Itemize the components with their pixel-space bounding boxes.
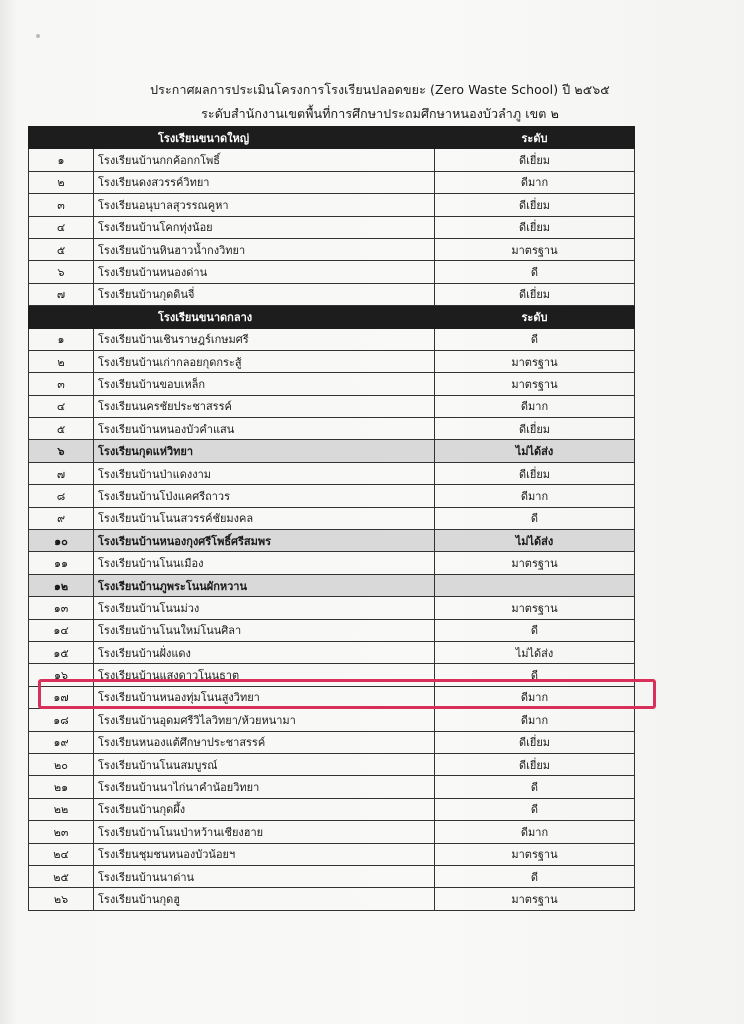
row-number: ๗ [29,283,94,305]
evaluation-level: ดี [435,798,635,820]
table-row [29,418,635,440]
document-subtitle: ระดับสำนักงานเขตพื้นที่การศึกษาประถมศึกษาหนองบัวลำภู เขต ๒ [201,106,559,121]
evaluation-level: ดีเยี่ยม [435,753,635,775]
table-row [29,507,635,529]
table-row [29,530,635,552]
table-row [29,709,635,731]
school-name: โรงเรียนบ้านกุดดินจี่ [94,283,435,305]
school-name: โรงเรียนบ้านขอบเหล็ก [94,373,435,395]
evaluation-level: ดี [435,619,635,641]
school-name: โรงเรียนบ้านนาไก่นาคำน้อยวิทยา [94,776,435,798]
school-name: โรงเรียนบ้านโนนสวรรค์ชัยมงคล [94,507,435,529]
school-name: โรงเรียนบ้านกกค้อกกโพธิ์ [94,149,435,171]
row-number: ๒ [29,171,94,193]
row-number: ๙ [29,507,94,529]
row-number: ๒๕ [29,865,94,887]
school-name: โรงเรียนบ้านโนนใหม่โนนศิลา [94,619,435,641]
evaluation-level: ดี [435,664,635,686]
row-number: ๑ [29,149,94,171]
row-number: ๓ [29,373,94,395]
evaluation-level: ไม่ได้ส่ง [435,530,635,552]
table-row [29,619,635,641]
row-number: ๑๐ [29,530,94,552]
row-number: ๒ [29,350,94,372]
evaluation-level: ดีเยี่ยม [435,731,635,753]
evaluation-level: มาตรฐาน [435,350,635,372]
row-number: ๖ [29,261,94,283]
evaluation-level: มาตรฐาน [435,373,635,395]
school-name: โรงเรียนบ้านหนองทุ่มโนนสูงวิทยา [94,686,435,708]
row-number: ๑๒ [29,574,94,596]
evaluation-level: ดีเยี่ยม [435,283,635,305]
evaluation-level: ดี [435,776,635,798]
school-name: โรงเรียนหนองแต้ศึกษาประชาสรรค์ [94,731,435,753]
evaluation-level: ดี [435,865,635,887]
section-header-blank [29,306,94,328]
results-table [28,126,635,911]
table-row [29,574,635,596]
table-row [29,194,635,216]
evaluation-level: ดีมาก [435,395,635,417]
school-name: โรงเรียนบ้านหนองบัวคำแสน [94,418,435,440]
school-name: โรงเรียนกุดแห่วิทยา [94,440,435,462]
evaluation-level: มาตรฐาน [435,597,635,619]
row-number: ๒๐ [29,753,94,775]
row-number: ๑๗ [29,686,94,708]
school-name: โรงเรียนบ้านโคกทุ่งน้อย [94,216,435,238]
table-row [29,283,635,305]
row-number: ๓ [29,194,94,216]
table-row [29,865,635,887]
evaluation-level: ไม่ได้ส่ง [435,641,635,663]
evaluation-level: ดีมาก [435,709,635,731]
row-number: ๒๑ [29,776,94,798]
row-number: ๑๙ [29,731,94,753]
evaluation-level: ดี [435,328,635,350]
table-row [29,731,635,753]
school-name: โรงเรียนดงสวรรค์วิทยา [94,171,435,193]
school-name: โรงเรียนบ้านโนนเมือง [94,552,435,574]
section-header-level: ระดับ [435,306,635,328]
table-row [29,238,635,260]
evaluation-level: มาตรฐาน [435,552,635,574]
evaluation-level: ดีมาก [435,171,635,193]
table-row [29,440,635,462]
evaluation-level: มาตรฐาน [435,888,635,910]
speck [36,34,40,38]
school-name: โรงเรียนบ้านภูพระโนนผักหวาน [94,574,435,596]
row-number: ๑๖ [29,664,94,686]
row-number: ๒๓ [29,821,94,843]
section-header-level: ระดับ [435,127,635,149]
table-row [29,641,635,663]
evaluation-level: ดีมาก [435,821,635,843]
evaluation-level: ไม่ได้ส่ง [435,440,635,462]
evaluation-level: ดีเยี่ยม [435,216,635,238]
section-header-name: โรงเรียนขนาดกลาง [94,306,435,328]
row-number: ๘ [29,485,94,507]
evaluation-level: ดีเยี่ยม [435,462,635,484]
row-number: ๑ [29,328,94,350]
section-header-name: โรงเรียนขนาดใหญ่ [94,127,435,149]
school-name: โรงเรียนบ้านแสงดาวโนนธาตุ [94,664,435,686]
table-row [29,843,635,865]
table-row [29,171,635,193]
school-name: โรงเรียนบ้านโนนป่าหว้านเชียงฮาย [94,821,435,843]
evaluation-level: มาตรฐาน [435,843,635,865]
school-name: โรงเรียนอนุบาลสุวรรณคูหา [94,194,435,216]
table-row [29,395,635,417]
section-header-row [29,127,635,149]
evaluation-level: ดีเยี่ยม [435,149,635,171]
table-row [29,552,635,574]
school-name: โรงเรียนนครชัยประชาสรรค์ [94,395,435,417]
evaluation-level: ดีเยี่ยม [435,194,635,216]
table-row [29,888,635,910]
school-name: โรงเรียนบ้านเชินราษฎร์เกษมศรี [94,328,435,350]
evaluation-level: ดีมาก [435,686,635,708]
evaluation-level: ดี [435,261,635,283]
row-number: ๑๑ [29,552,94,574]
row-number: ๒๒ [29,798,94,820]
row-number: ๔ [29,216,94,238]
row-number: ๖ [29,440,94,462]
row-number: ๑๓ [29,597,94,619]
table-row [29,485,635,507]
table-row [29,149,635,171]
table-row [29,328,635,350]
table-row [29,776,635,798]
row-number: ๗ [29,462,94,484]
school-name: โรงเรียนบ้านป่าแดงงาม [94,462,435,484]
school-name: โรงเรียนบ้านอุดมศรีวิไลวิทยา/ห้วยหนามา [94,709,435,731]
school-name: โรงเรียนชุมชนหนองบัวน้อยฯ [94,843,435,865]
school-name: โรงเรียนบ้านหนองด่าน [94,261,435,283]
evaluation-level [435,574,635,596]
table-row [29,798,635,820]
evaluation-level: ดี [435,507,635,529]
table-row [29,261,635,283]
table-row [29,373,635,395]
evaluation-level: มาตรฐาน [435,238,635,260]
school-name: โรงเรียนบ้านกุดผึ้ง [94,798,435,820]
section-header-row [29,306,635,328]
school-name: โรงเรียนบ้านหินฮาวน้ำกงวิทยา [94,238,435,260]
highlight-box [38,679,656,709]
section-header-blank [29,127,94,149]
row-number: ๑๘ [29,709,94,731]
table-row [29,821,635,843]
table-row [29,350,635,372]
row-number: ๕ [29,238,94,260]
table-row [29,753,635,775]
school-name: โรงเรียนบ้านโนนม่วง [94,597,435,619]
table-row [29,597,635,619]
school-name: โรงเรียนบ้านโป่งแคศรีถาวร [94,485,435,507]
evaluation-level: ดีมาก [435,485,635,507]
table-row [29,216,635,238]
row-number: ๕ [29,418,94,440]
school-name: โรงเรียนบ้านฝั่งแดง [94,641,435,663]
school-name: โรงเรียนบ้านนาด่าน [94,865,435,887]
school-name: โรงเรียนบ้านโนนสมบูรณ์ [94,753,435,775]
row-number: ๒๔ [29,843,94,865]
table-row [29,462,635,484]
school-name: โรงเรียนบ้านกุดฮู [94,888,435,910]
row-number: ๒๖ [29,888,94,910]
evaluation-level: ดีเยี่ยม [435,418,635,440]
school-name: โรงเรียนบ้านเก่ากลอยกุดกระสู้ [94,350,435,372]
row-number: ๑๕ [29,641,94,663]
row-number: ๑๔ [29,619,94,641]
row-number: ๔ [29,395,94,417]
document-title: ประกาศผลการประเมินโครงการโรงเรียนปลอดขยะ (Zero Waste School) ปี ๒๕๖๕ [150,82,610,97]
school-name: โรงเรียนบ้านหนองกุงศรีโพธิ์ศรีสมพร [94,530,435,552]
